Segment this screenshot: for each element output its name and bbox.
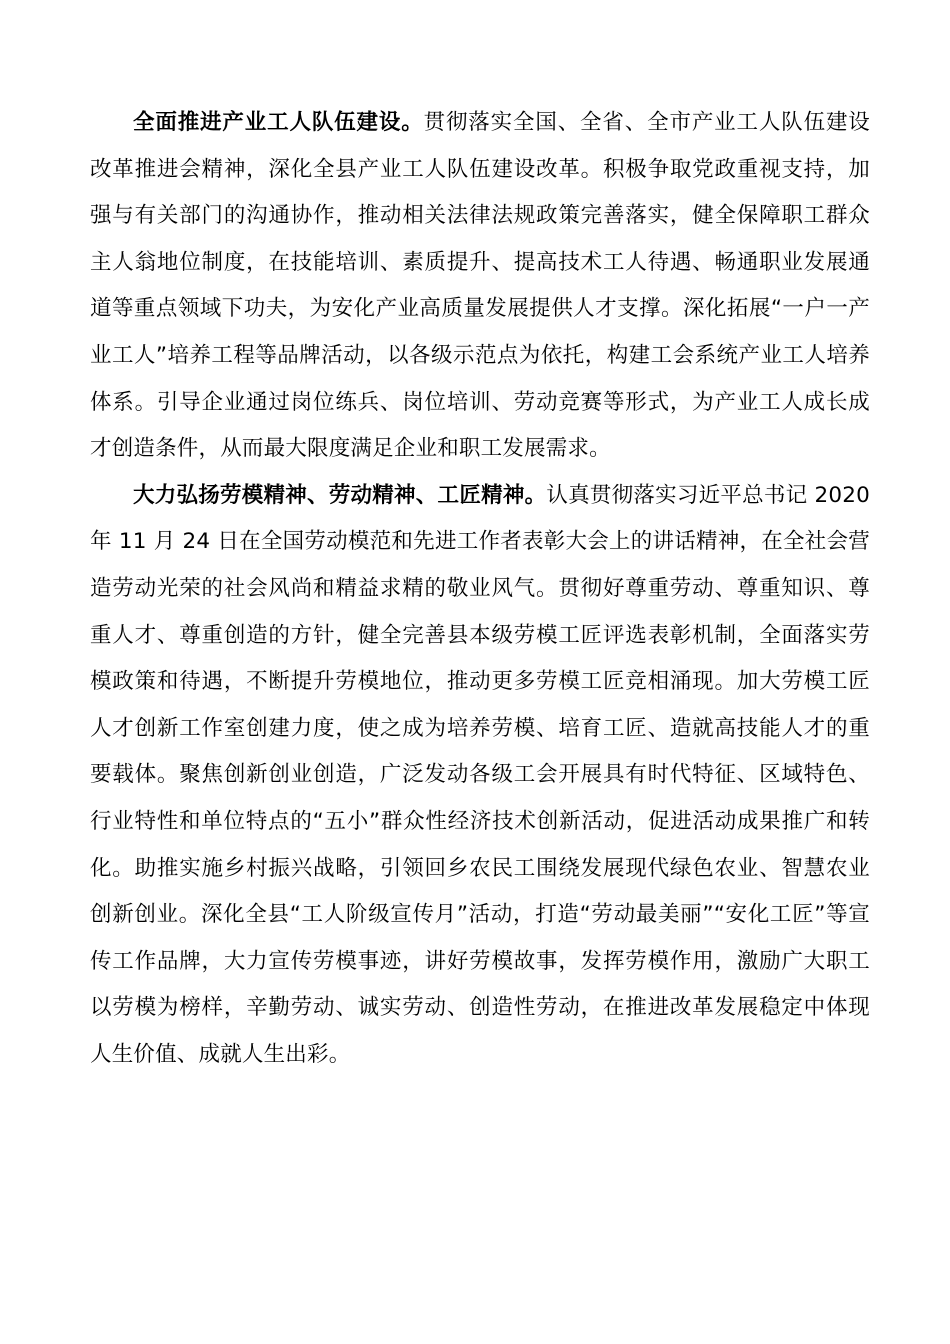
paragraph-body: 贯彻落实全国、全省、全市产业工人队伍建设改革推进会精神，深化全县产业工人队伍建设改革。积极争取党政重视支持，加强与有关部门的沟通协作，推动相关法律法规政策完善落实，健全保障职工群众主人翁地位制度，在技能培训、素质提升、提高技术工人待遇、畅通职业发展通道等重点领域下功夫，为安化产业高质量发展提供人才支撑。深化拓展“一户一产业工人”培养工程等品牌活动，以各级示范点为依托，构建工会系统产业工人培养体系。引导企业通过岗位练兵、岗位培训、劳动竞赛等形式，为产业工人成长成才创造条件，从而最大限度满足企业和职工发展需求。 bbox=[90, 110, 870, 462]
paragraph-model-worker-spirit bbox=[90, 473, 870, 1079]
paragraph-heading: 大力弘扬劳模精神、劳动精神、工匠精神。 bbox=[133, 482, 547, 508]
paragraph-industrial-workers bbox=[90, 100, 870, 473]
paragraph-heading: 全面推进产业工人队伍建设。 bbox=[133, 110, 424, 135]
document-page bbox=[90, 100, 870, 1078]
paragraph-body: 认真贯彻落实习近平总书记 2020 年 11 月 24 日在全国劳动模范和先进工作者表彰大会上的讲话精神，在全社会营造劳动光荣的社会风尚和精益求精的敬业风气。贯彻好尊重劳动、尊重知识、尊重人才、尊重创造的方针，健全完善县本级劳模工匠评选表彰机制，全面落实劳模政策和待遇，不断提升劳模地位，推动更多劳模工匠竞相涌现。加大劳模工匠人才创新工作室创建力度，使之成为培养劳模、培育工匠、造就高技能人才的重要载体。聚焦创新创业创造，广泛发动各级工会开展具有时代特征、区域特色、行业特性和单位特点的“五小”群众性经济技术创新活动，促进活动成果推广和转化。助推实施乡村振兴战略，引领回乡农民工围绕发展现代绿色农业、智慧农业创新创业。深化全县“工人阶级宣传月”活动，打造“劳动最美丽”“安化工匠”等宣传工作品牌，大力宣传劳模事迹，讲好劳模故事，发挥劳模作用，激励广大职工以劳模为榜样，辛勤劳动、诚实劳动、创造性劳动，在推进改革发展稳定中体现人生价值、成就人生出彩。 bbox=[90, 482, 870, 1067]
